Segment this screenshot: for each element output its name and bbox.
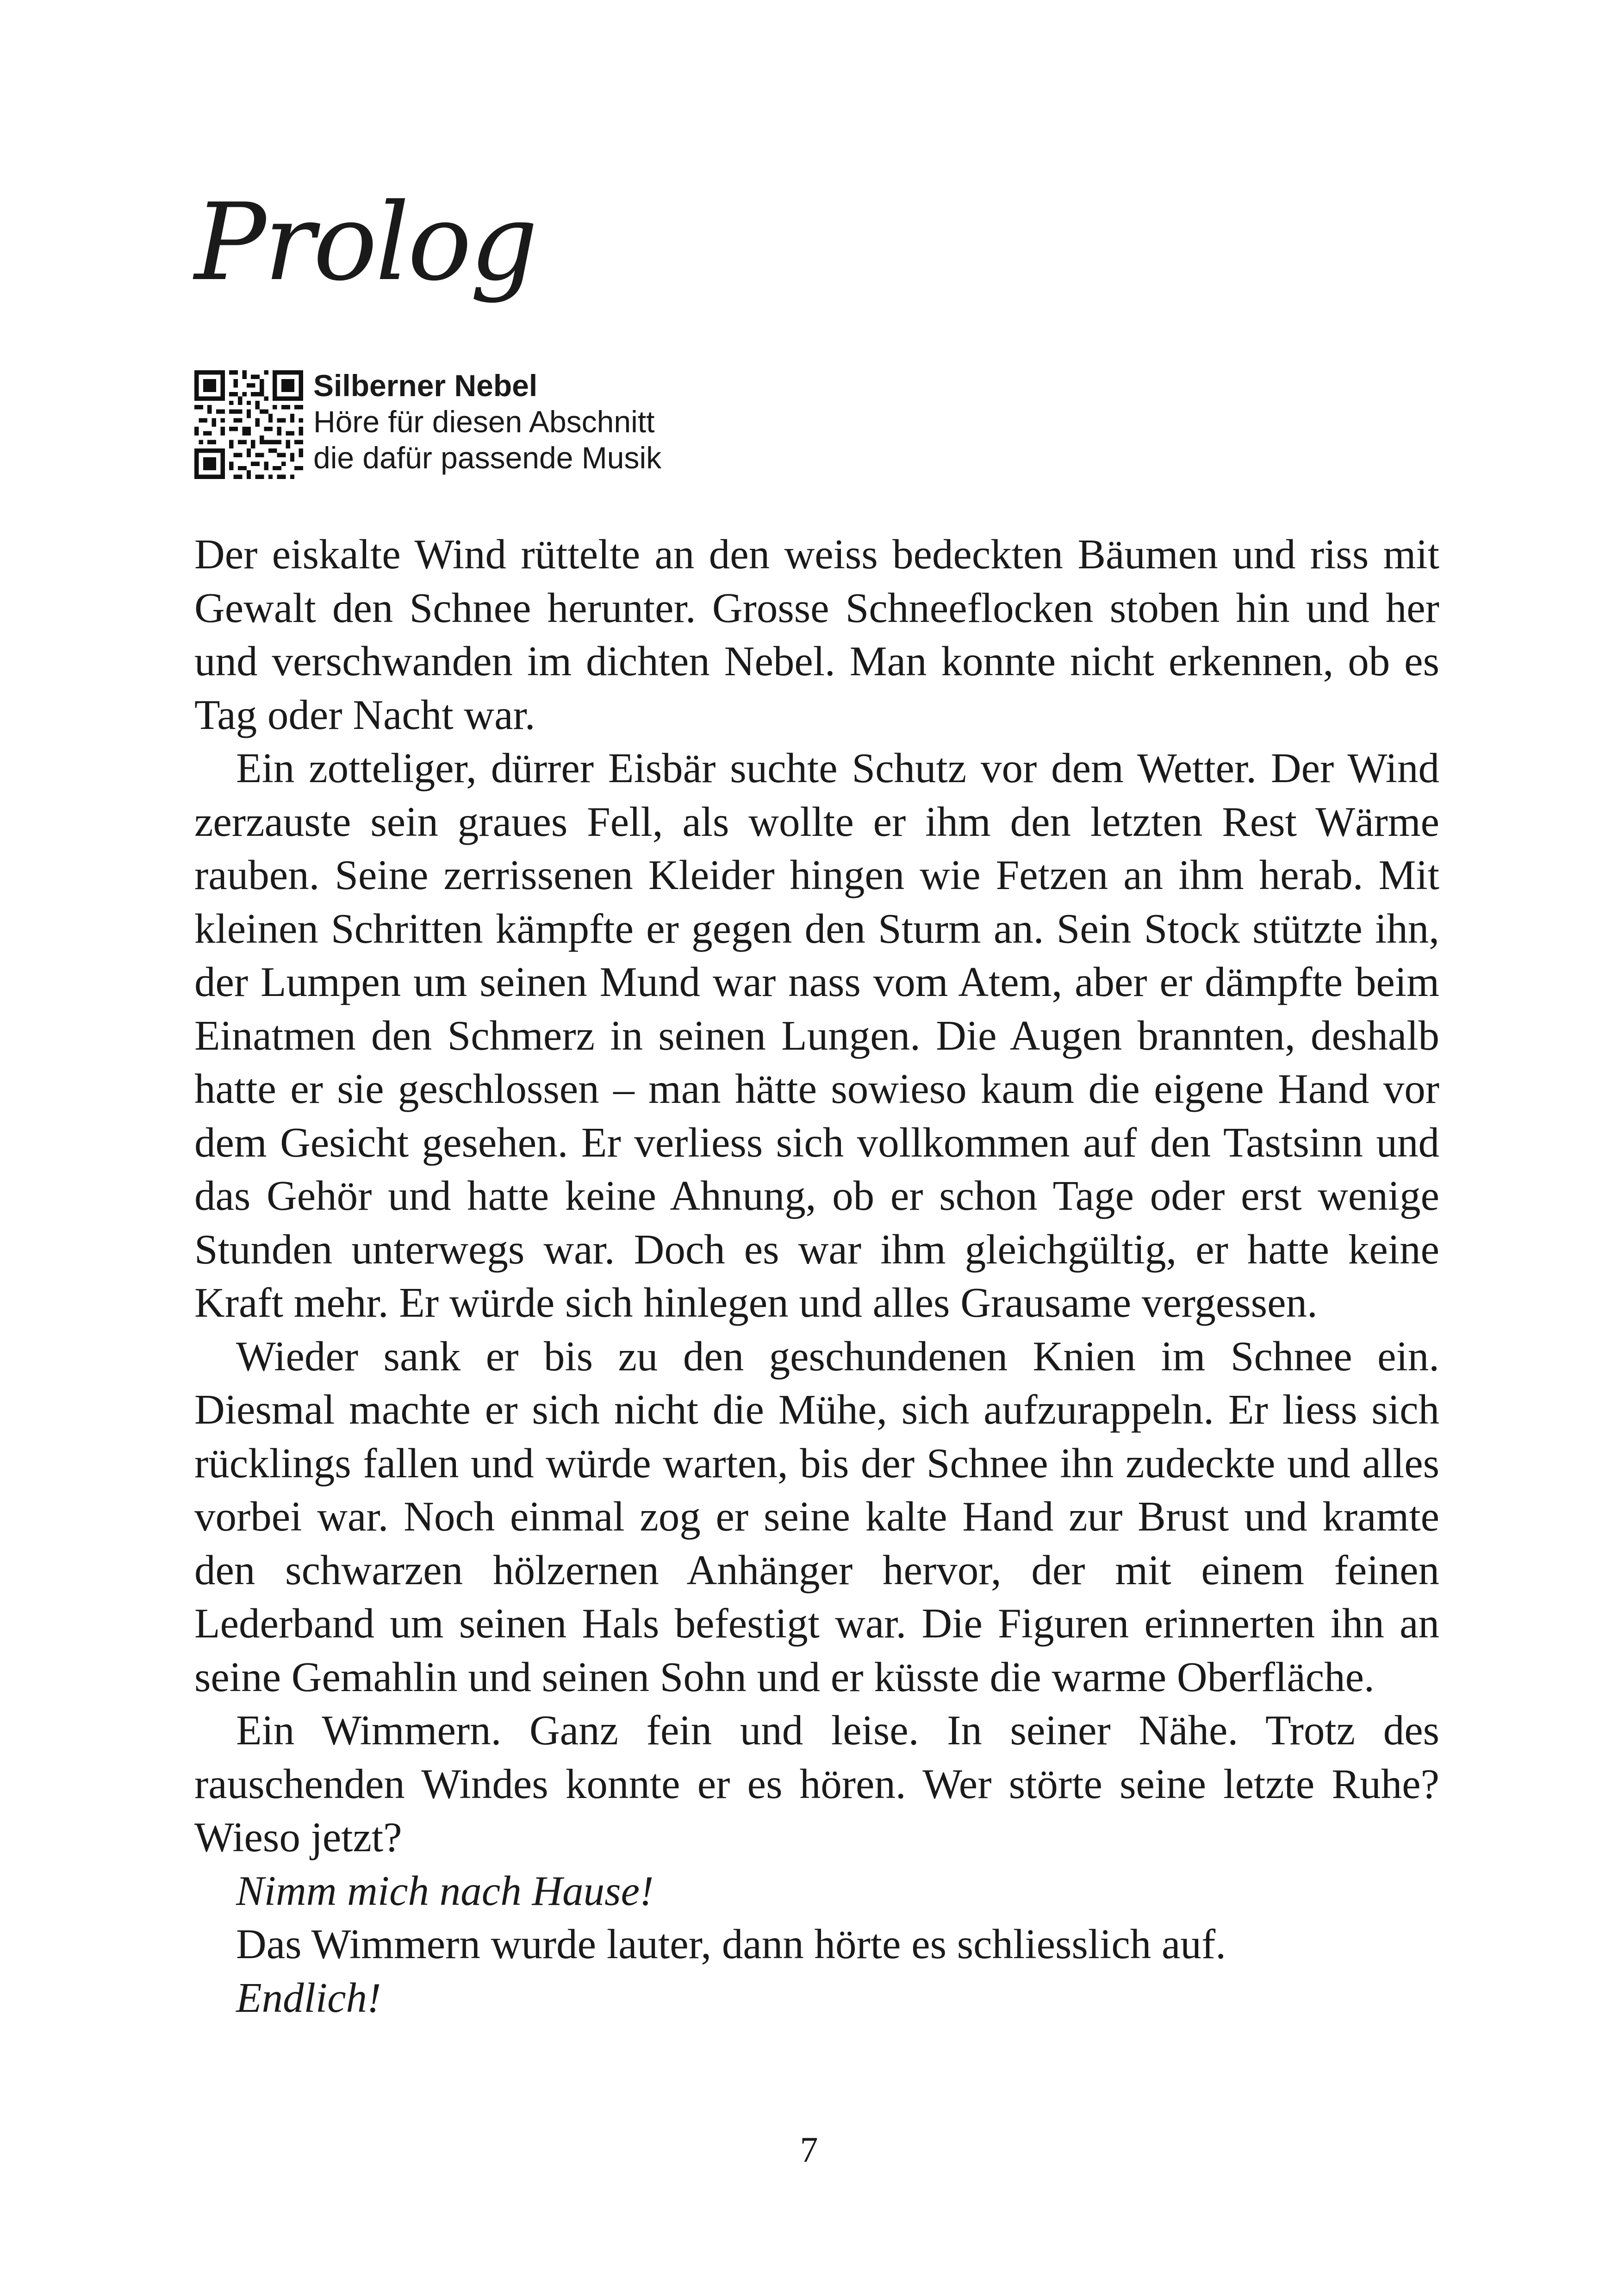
music-hint-text <box>313 367 661 476</box>
qr-code-icon[interactable] <box>194 370 303 479</box>
chapter-body <box>194 528 1439 2024</box>
paragraph: Wieder sank er bis zu den geschundenen Knien im Schnee ein. Diesmal machte er sich nicht die Mühe, sich aufzurappeln. Er liess sich rücklings fallen und würde warten, bis der Schnee ihn zudeckte und alles vorbei war. Noch einmal zog er seine kalte Hand zur Brust und kramte den schwarzen hölzernen Anhänger hervor, der mit einem feinen Lederband um seinen Hals befestigt war. Die Figuren erinnerten ihn an seine Gemahlin und seinen Sohn und er küsste die warme Oberfläche. <box>194 1332 1439 1700</box>
music-hint <box>194 370 661 479</box>
page-number: 7 <box>800 2129 818 2170</box>
music-title: Silberner Nebel <box>313 368 538 403</box>
italic-thought: Endlich! <box>236 1974 381 2021</box>
paragraph: Der eiskalte Wind rüttelte an den weiss bedeckten Bäumen und riss mit Gewalt den Schnee herunter. Grosse Schneeflocken stoben hin und her und verschwanden im dichten Nebel. Man konnte nicht erkennen, ob es Tag oder Nacht war. <box>194 531 1439 738</box>
paragraph: Ein zotteliger, dürrer Eisbär suchte Schutz vor dem Wetter. Der Wind zerzauste sein graues Fell, als wollte er ihm den letzten Rest Wärme rauben. Seine zerrissenen Kleider hingen wie Fetzen an ihm herab. Mit kleinen Schritten kämpfte er gegen den Sturm an. Sein Stock stützte ihn, der Lumpen um seinen Mund war nass vom Atem, aber er dämpfte beim Einatmen den Schmerz in seinen Lungen. Die Augen brannten, deshalb hatte er sie geschlossen – man hätte sowieso kaum die eigene Hand vor dem Gesicht gesehen. Er verliess sich vollkommen auf den Tastsinn und das Gehör und hatte keine Ahnung, ob er schon Tage oder erst wenige Stunden unterwegs war. Doch es war ihm gleichgültig, er hatte keine Kraft mehr. Er würde sich hinlegen und alles Grausame vergessen. <box>194 745 1439 1326</box>
music-hint-line-1: Höre für diesen Abschnitt <box>313 404 655 439</box>
paragraph: Das Wimmern wurde lauter, dann hörte es schliesslich auf. <box>236 1921 1226 1967</box>
paragraph: Ein Wimmern. Ganz fein und leise. In seiner Nähe. Trotz des rauschenden Windes konnte er es hören. Wer störte seine letzte Ruhe? Wieso jetzt? <box>194 1707 1439 1860</box>
chapter-title: Prolog <box>194 181 536 305</box>
italic-thought: Nimm mich nach Hause! <box>236 1867 654 1914</box>
music-hint-line-2: die dafür passende Musik <box>313 441 662 475</box>
